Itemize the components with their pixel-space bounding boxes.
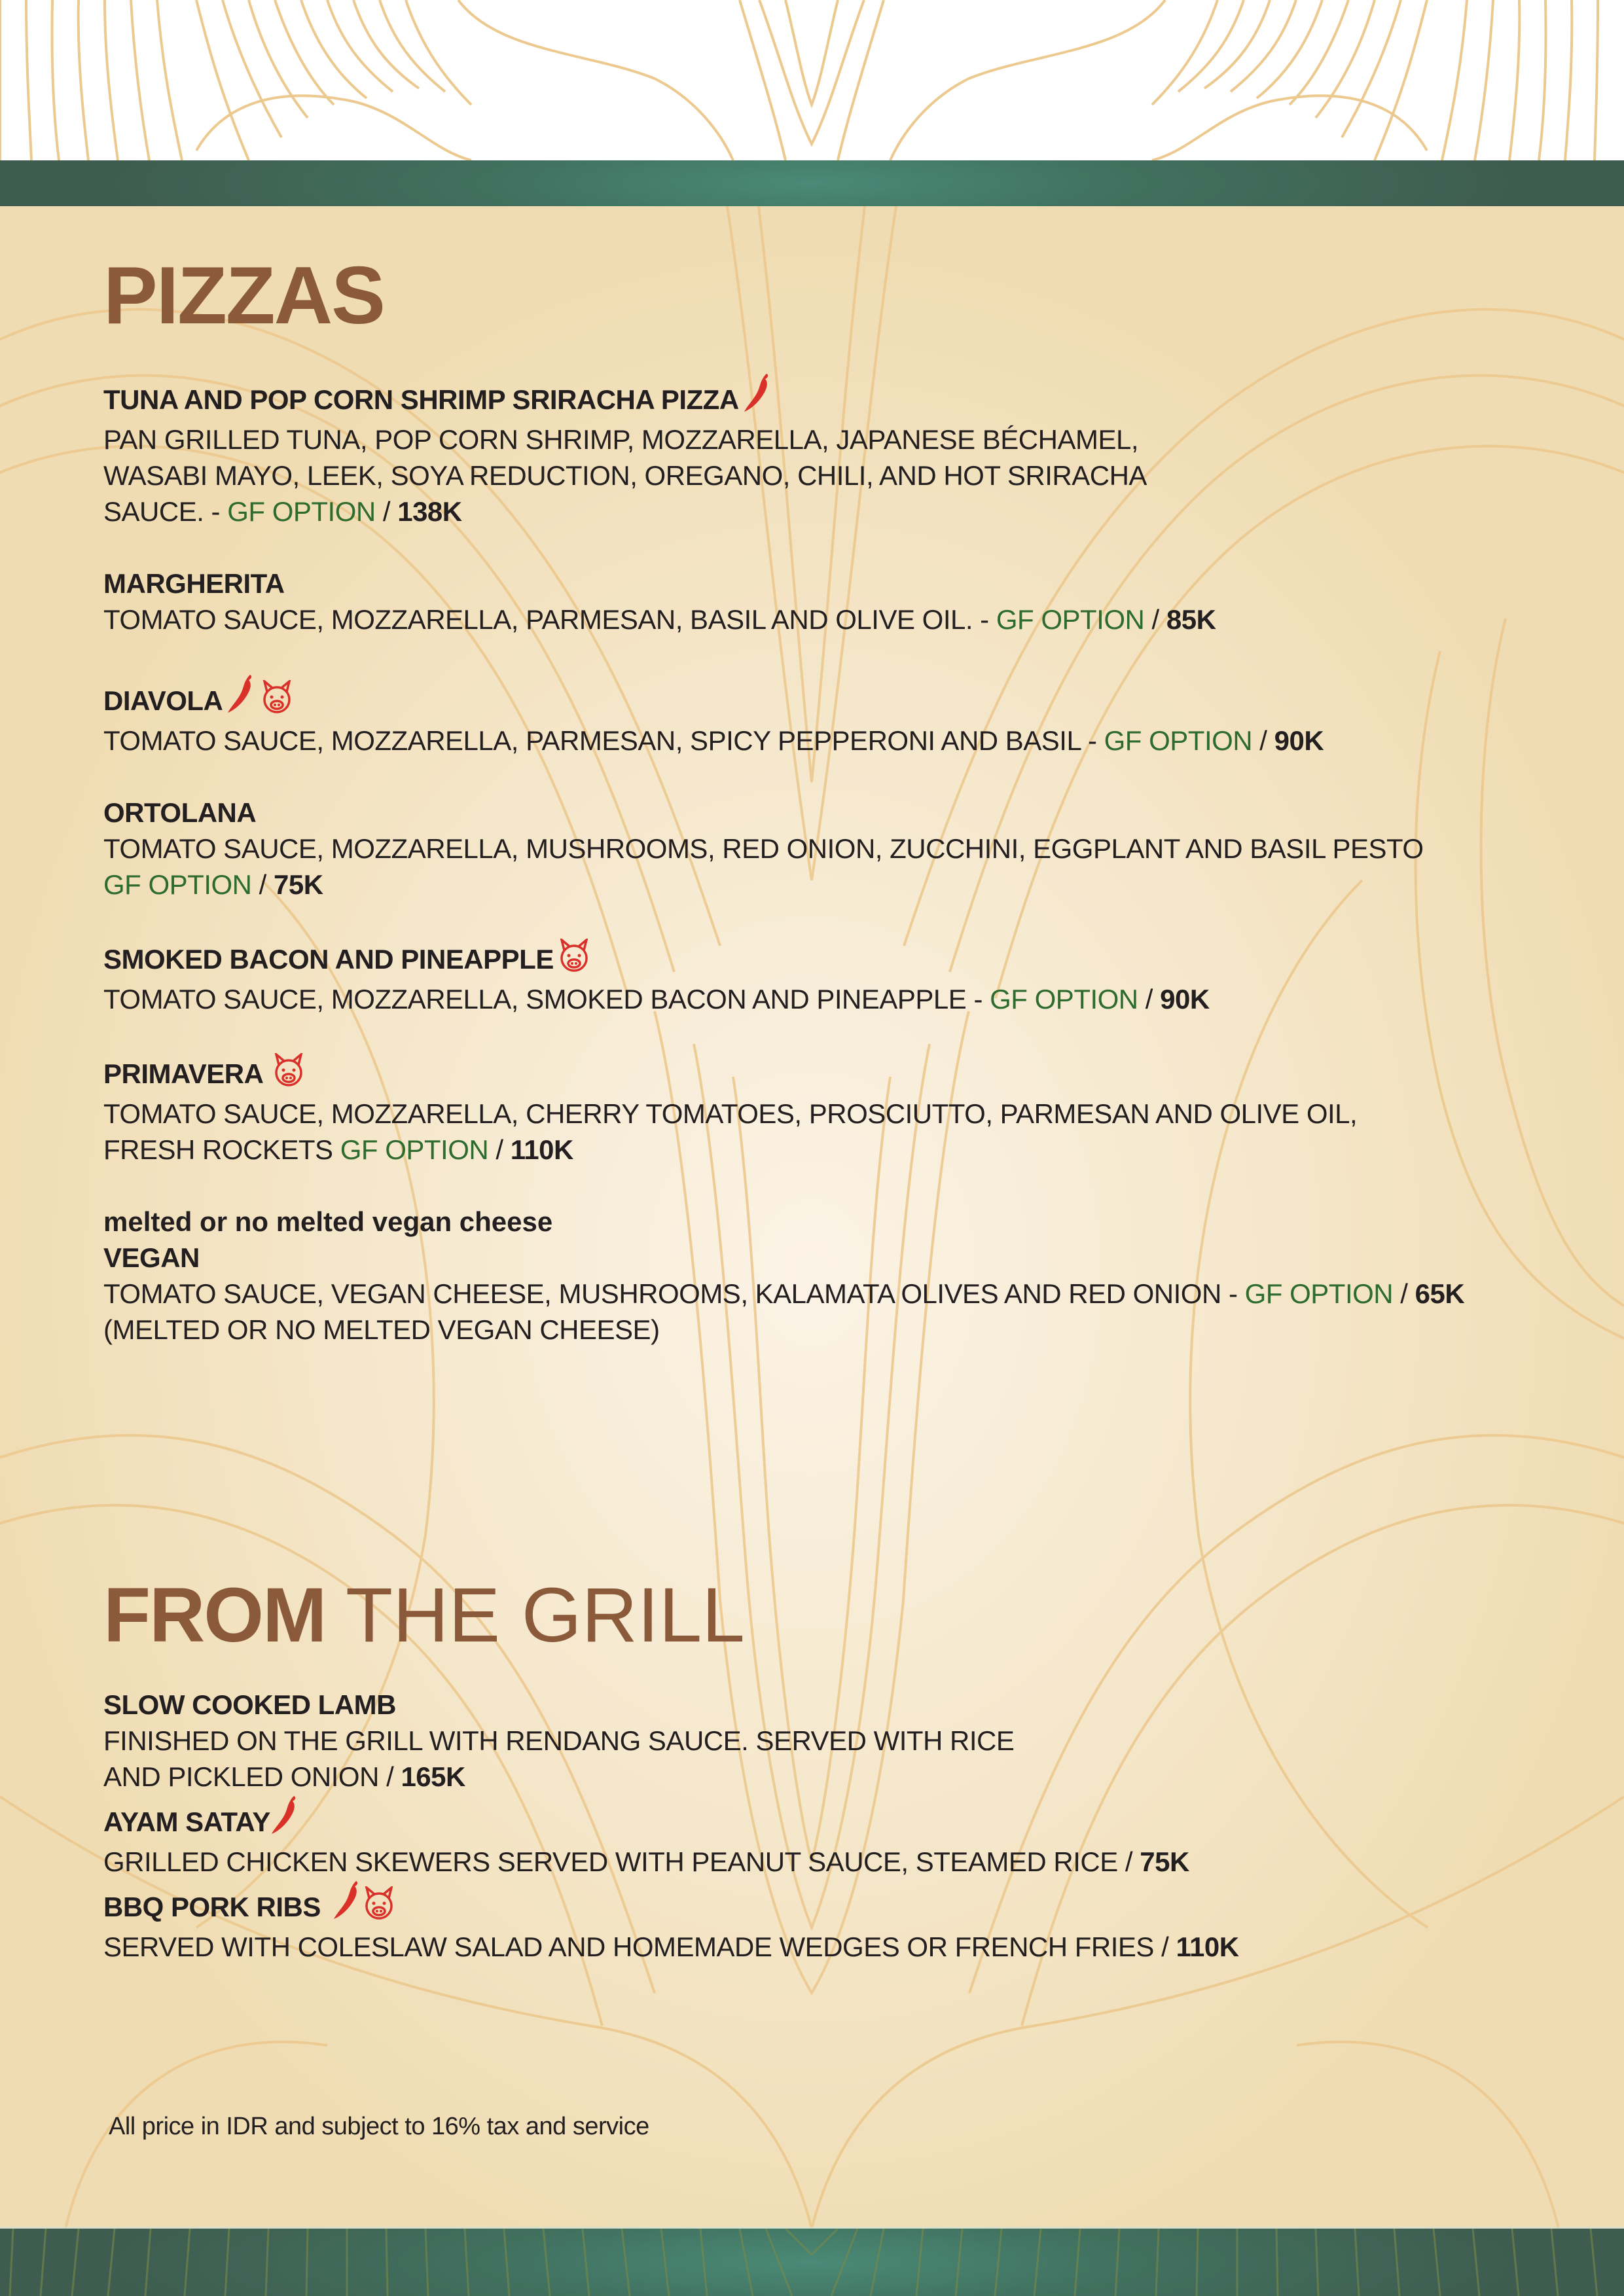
item-price: 165K bbox=[401, 1761, 465, 1792]
pig-icon bbox=[272, 1053, 305, 1096]
menu-item-margherita bbox=[103, 565, 1543, 637]
menu-content bbox=[103, 251, 1543, 1965]
item-name: TUNA AND POP CORN SHRIMP SRIRACHA PIZZA bbox=[103, 384, 739, 415]
line-art-pattern-icon bbox=[0, 0, 1624, 160]
bottom-green-band bbox=[0, 2229, 1624, 2296]
item-price: 85K bbox=[1166, 604, 1216, 635]
header-decoration bbox=[0, 0, 1624, 160]
chili-icon bbox=[226, 673, 257, 723]
item-description-line: TOMATO SAUCE, MOZZARELLA, SMOKED BACON AND PINEAPPLE - bbox=[103, 984, 990, 1014]
item-description-line: SERVED WITH COLESLAW SALAD AND HOMEMADE WEDGES OR FRENCH FRIES bbox=[103, 1931, 1154, 1962]
item-description-line: TOMATO SAUCE, VEGAN CHEESE, MUSHROOMS, KALAMATA OLIVES AND RED ONION - bbox=[103, 1278, 1245, 1309]
chili-icon bbox=[743, 372, 773, 422]
grill-title-bold: FROM bbox=[103, 1572, 326, 1659]
item-description-line: WASABI MAYO, LEEK, SOYA REDUCTION, OREGANO, CHILI, AND HOT SRIRACHA bbox=[103, 460, 1147, 491]
menu-item-slow-cooked-lamb bbox=[103, 1687, 1543, 1795]
price-separator: / bbox=[1144, 604, 1166, 635]
price-separator: / bbox=[1393, 1278, 1415, 1309]
top-green-band bbox=[0, 160, 1624, 206]
menu-item-ayam-satay bbox=[103, 1795, 1543, 1880]
menu-item-diavola bbox=[103, 673, 1543, 759]
item-description-line: TOMATO SAUCE, MOZZARELLA, PARMESAN, BASIL AND OLIVE OIL. - bbox=[103, 604, 996, 635]
item-description-line: GRILLED CHICKEN SKEWERS SERVED WITH PEANUT SAUCE, STEAMED RICE bbox=[103, 1846, 1118, 1877]
item-name: BBQ PORK RIBS bbox=[103, 1892, 321, 1922]
price-separator: / bbox=[1252, 725, 1274, 756]
item-name: AYAM SATAY bbox=[103, 1806, 270, 1837]
item-name: PRIMAVERA bbox=[103, 1058, 264, 1089]
pizzas-section-title: PIZZAS bbox=[103, 251, 384, 341]
item-description-line: TOMATO SAUCE, MOZZARELLA, CHERRY TOMATOES, PROSCIUTTO, PARMESAN AND OLIVE OIL, bbox=[103, 1098, 1358, 1129]
item-name: VEGAN bbox=[103, 1242, 200, 1273]
item-price: 90K bbox=[1274, 725, 1324, 756]
item-description-line: PAN GRILLED TUNA, POP CORN SHRIMP, MOZZARELLA, JAPANESE BÉCHAMEL, bbox=[103, 424, 1139, 455]
item-price: 75K bbox=[274, 869, 323, 900]
menu-item-smoked-bacon-pineapple bbox=[103, 939, 1543, 1017]
item-description-line: AND PICKLED ONION bbox=[103, 1761, 387, 1792]
item-price: 110K bbox=[1176, 1931, 1239, 1962]
item-price: 110K bbox=[510, 1134, 573, 1165]
item-description-note: (MELTED OR NO MELTED VEGAN CHEESE) bbox=[103, 1314, 660, 1345]
pig-icon bbox=[558, 939, 590, 981]
item-price: 75K bbox=[1140, 1846, 1189, 1877]
menu-item-tuna-shrimp-pizza bbox=[103, 372, 1543, 529]
grill-title-light: THE GRILL bbox=[325, 1572, 745, 1659]
price-disclaimer: All price in IDR and subject to 16% tax and service bbox=[109, 2113, 649, 2140]
item-price: 138K bbox=[397, 496, 462, 527]
menu-item-vegan bbox=[103, 1204, 1543, 1348]
menu-item-bbq-pork-ribs bbox=[103, 1880, 1543, 1965]
item-name: ORTOLANA bbox=[103, 797, 257, 828]
gf-option-label: GF OPTION bbox=[1104, 725, 1253, 756]
gf-option-label: GF OPTION bbox=[996, 604, 1145, 635]
menu-item-primavera bbox=[103, 1053, 1543, 1168]
gf-option-label: GF OPTION bbox=[1244, 1278, 1394, 1309]
price-separator: / bbox=[1138, 984, 1161, 1014]
price-separator: / bbox=[386, 1761, 401, 1792]
item-description-line: SAUCE. - bbox=[103, 496, 228, 527]
item-description-line: TOMATO SAUCE, MOZZARELLA, PARMESAN, SPICY PEPPERONI AND BASIL - bbox=[103, 725, 1104, 756]
price-separator: / bbox=[1117, 1846, 1140, 1877]
item-name: SMOKED BACON AND PINEAPPLE bbox=[103, 944, 554, 975]
item-description-line: FRESH ROCKETS bbox=[103, 1134, 340, 1165]
item-subtitle: melted or no melted vegan cheese bbox=[103, 1206, 553, 1237]
item-description-line: TOMATO SAUCE, MOZZARELLA, MUSHROOMS, RED ONION, ZUCCHINI, EGGPLANT AND BASIL PESTO bbox=[103, 833, 1424, 864]
item-price: 90K bbox=[1160, 984, 1210, 1014]
price-separator: / bbox=[375, 496, 398, 527]
price-separator: / bbox=[1153, 1931, 1176, 1962]
gf-option-label: GF OPTION bbox=[103, 869, 252, 900]
item-name: MARGHERITA bbox=[103, 568, 285, 599]
chili-icon bbox=[270, 1795, 300, 1844]
gf-option-label: GF OPTION bbox=[990, 984, 1138, 1014]
pig-icon bbox=[261, 680, 293, 723]
grill-section-title bbox=[103, 1572, 1543, 1659]
price-separator: / bbox=[251, 869, 274, 900]
item-price: 65K bbox=[1415, 1278, 1465, 1309]
gf-option-label: GF OPTION bbox=[340, 1134, 489, 1165]
item-description-line: FINISHED ON THE GRILL WITH RENDANG SAUCE. SERVED WITH RICE bbox=[103, 1725, 1015, 1756]
pig-icon bbox=[363, 1886, 395, 1929]
gf-option-label: GF OPTION bbox=[227, 496, 376, 527]
band-line-pattern-icon bbox=[0, 2229, 1624, 2296]
chili-icon bbox=[333, 1880, 363, 1929]
menu-item-ortolana bbox=[103, 795, 1543, 903]
price-separator: / bbox=[488, 1134, 511, 1165]
item-name: DIAVOLA bbox=[103, 685, 223, 716]
item-name: SLOW COOKED LAMB bbox=[103, 1689, 396, 1720]
